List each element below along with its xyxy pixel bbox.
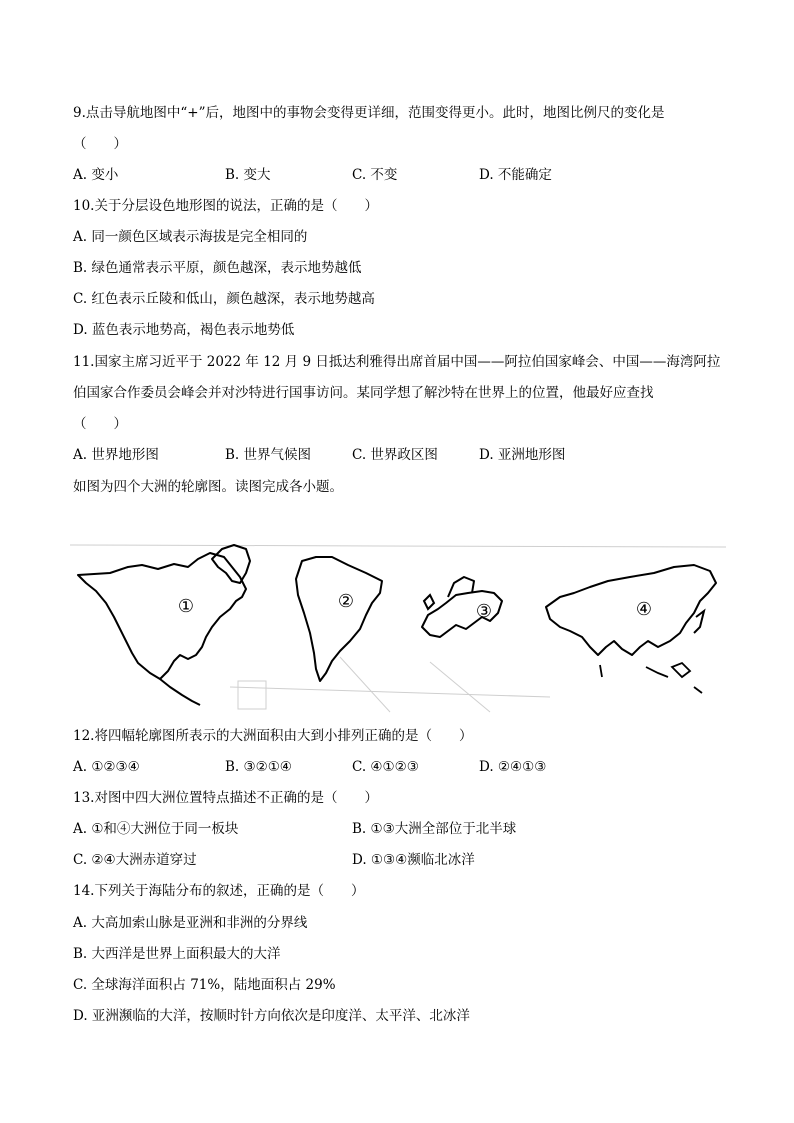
q13-option-d: D. ①③④濒临北冰洋 bbox=[352, 852, 475, 868]
q12-option-c: C. ④①②③ bbox=[352, 759, 419, 775]
q11-option-c: C. 世界政区图 bbox=[352, 447, 438, 463]
q9-answer-paren: （ ） bbox=[73, 136, 127, 152]
q10-option-c: C. 红色表示丘陵和低山，颜色越深，表示地势越高 bbox=[73, 291, 375, 307]
continent-label-4: ④ bbox=[635, 599, 653, 620]
q13-option-c: C. ②④大洲赤道穿过 bbox=[73, 852, 197, 868]
q14-stem: 14.下列关于海陆分布的叙述，正确的是（ ） bbox=[73, 883, 365, 899]
figure-intro: 如图为四个大洲的轮廓图。读图完成各小题。 bbox=[73, 479, 343, 495]
q14-option-d: D. 亚洲濒临的大洋，按顺时针方向依次是印度洋、太平洋、北冰洋 bbox=[73, 1008, 470, 1024]
q9-option-c: C. 不变 bbox=[352, 167, 398, 183]
q10-option-d: D. 蓝色表示地势高，褐色表示地势低 bbox=[73, 322, 295, 338]
q13-option-a: A. ①和④大洲位于同一板块 bbox=[73, 821, 239, 837]
q9-option-d: D. 不能确定 bbox=[479, 167, 552, 183]
q9-option-b: B. 变大 bbox=[225, 167, 271, 183]
q11-option-d: D. 亚洲地形图 bbox=[479, 447, 566, 463]
q12-option-a: A. ①②③④ bbox=[73, 759, 140, 775]
q11-stem-line1: 11.国家主席习近平于 2022 年 12 月 9 日抵达利雅得出席首届中国——阿拉伯国家峰会、中国——海湾阿拉 bbox=[73, 354, 721, 370]
asia-outline bbox=[546, 565, 716, 655]
q14-option-b: B. 大西洋是世界上面积最大的大洋 bbox=[73, 946, 281, 962]
q9-stem: 9.点击导航地图中“+”后，地图中的事物会变得更详细，范围变得更小。此时，地图比例尺的变化是 bbox=[73, 105, 665, 121]
north-america-outline bbox=[78, 553, 246, 679]
q12-option-d: D. ②④①③ bbox=[479, 759, 547, 775]
continent-label-2: ② bbox=[337, 591, 355, 612]
q11-option-b: B. 世界气候图 bbox=[225, 447, 312, 463]
japan-outline bbox=[694, 611, 704, 633]
continent-label-1: ① bbox=[177, 596, 195, 617]
continent-outlines-figure bbox=[70, 537, 726, 717]
q11-answer-paren: （ ） bbox=[73, 416, 127, 432]
southeast-asia-islands-outline bbox=[600, 663, 702, 693]
q11-stem-line2: 伯国家合作委员会峰会并对沙特进行国事访问。某同学想了解沙特在世界上的位置，他最好应查找 bbox=[73, 385, 654, 401]
south-america-outline bbox=[296, 557, 382, 681]
q9-option-a: A. 变小 bbox=[73, 167, 119, 183]
q13-option-b: B. ①③大洲全部位于北半球 bbox=[352, 821, 517, 837]
british-isles-outline bbox=[424, 595, 434, 609]
q14-option-a: A. 大高加索山脉是亚洲和非洲的分界线 bbox=[73, 915, 308, 931]
q12-stem: 12.将四幅轮廓图所表示的大洲面积由大到小排列正确的是（ ） bbox=[73, 728, 473, 744]
q10-option-b: B. 绿色通常表示平原，颜色越深，表示地势越低 bbox=[73, 260, 362, 276]
q14-option-c: C. 全球海洋面积占 71%，陆地面积占 29% bbox=[73, 977, 336, 993]
q11-option-a: A. 世界地形图 bbox=[73, 447, 159, 463]
q10-stem: 10.关于分层设色地形图的说法，正确的是（ ） bbox=[73, 198, 378, 214]
q10-option-a: A. 同一颜色区域表示海拔是完全相同的 bbox=[73, 229, 308, 245]
continent-label-3: ③ bbox=[475, 601, 493, 622]
greenland-outline bbox=[212, 545, 250, 583]
q13-stem: 13.对图中四大洲位置特点描述不正确的是（ ） bbox=[73, 790, 378, 806]
central-america-outline bbox=[160, 679, 200, 705]
q12-option-b: B. ③②①④ bbox=[225, 759, 292, 775]
